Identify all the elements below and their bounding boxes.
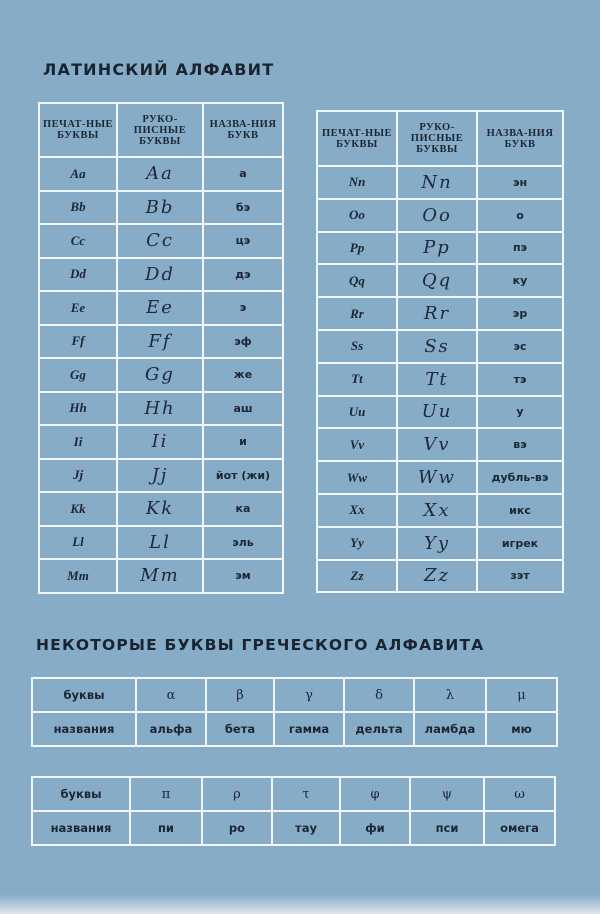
handwritten-letter: Xx — [397, 494, 477, 527]
handwritten-letter: Dd — [117, 258, 203, 292]
printed-letter: Uu — [317, 396, 397, 429]
printed-letter: Kk — [39, 492, 117, 526]
printed-letter: Cc — [39, 224, 117, 258]
greek-letter-name: омега — [484, 811, 555, 845]
handwritten-letter: Mm — [117, 559, 203, 593]
greek-letter: ω — [484, 777, 555, 811]
letter-name: ку — [477, 264, 563, 297]
printed-letter: Zz — [317, 560, 397, 593]
printed-letter: Rr — [317, 297, 397, 330]
handwritten-letter: Rr — [397, 297, 477, 330]
greek-letter-name: бета — [206, 712, 274, 746]
handwritten-letter: Ff — [117, 325, 203, 359]
printed-letter: Ff — [39, 325, 117, 359]
printed-letter: Xx — [317, 494, 397, 527]
greek-letter: μ — [486, 678, 557, 712]
greek-names-row — [32, 811, 555, 845]
letter-row — [39, 425, 283, 459]
latin-left-body — [39, 157, 283, 593]
handwritten-letter: Yy — [397, 527, 477, 560]
printed-letter: Pp — [317, 232, 397, 265]
latin-table-left — [38, 102, 284, 594]
letter-row — [39, 258, 283, 292]
letter-name: эс — [477, 330, 563, 363]
header-name: НАЗВА-НИЯ БУКВ — [477, 111, 563, 166]
letter-row — [317, 330, 563, 363]
printed-letter: Oo — [317, 199, 397, 232]
printed-letter: Ii — [39, 425, 117, 459]
letter-row — [317, 428, 563, 461]
greek-letter-name: пси — [410, 811, 484, 845]
letter-row — [317, 527, 563, 560]
printed-letter: Aa — [39, 157, 117, 191]
greek-letter-name: альфа — [136, 712, 206, 746]
handwritten-letter: Qq — [397, 264, 477, 297]
letter-name: пэ — [477, 232, 563, 265]
header-name: НАЗВА-НИЯ БУКВ — [203, 103, 283, 157]
letter-row — [39, 526, 283, 560]
printed-letter: Bb — [39, 191, 117, 225]
letter-name: бэ — [203, 191, 283, 225]
printed-letter: Mm — [39, 559, 117, 593]
letter-row — [317, 461, 563, 494]
greek-letter-name: тау — [272, 811, 340, 845]
handwritten-letter: Tt — [397, 363, 477, 396]
handwritten-letter: Hh — [117, 392, 203, 426]
printed-letter: Tt — [317, 363, 397, 396]
greek-letters-row — [32, 777, 555, 811]
handwritten-letter: Cc — [117, 224, 203, 258]
latin-header-row — [39, 103, 283, 157]
letter-row — [39, 224, 283, 258]
letter-name: дубль-вэ — [477, 461, 563, 494]
greek-alphabet-title: НЕКОТОРЫЕ БУКВЫ ГРЕЧЕСКОГО АЛФАВИТА — [36, 636, 485, 654]
printed-letter: Qq — [317, 264, 397, 297]
handwritten-letter: Ss — [397, 330, 477, 363]
letter-row — [39, 291, 283, 325]
printed-letter: Hh — [39, 392, 117, 426]
printed-letter: Ww — [317, 461, 397, 494]
letter-name: э — [203, 291, 283, 325]
letter-row — [39, 492, 283, 526]
latin-table-right — [316, 110, 564, 593]
letter-row — [39, 325, 283, 359]
greek-letter: γ — [274, 678, 344, 712]
header-printed: ПЕЧАТ-НЫЕ БУКВЫ — [39, 103, 117, 157]
greek-letter: π — [130, 777, 202, 811]
greek-letter-name: пи — [130, 811, 202, 845]
greek-letters-row — [32, 678, 557, 712]
letter-name: вэ — [477, 428, 563, 461]
header-handwritten: РУКО-ПИСНЫЕ БУКВЫ — [397, 111, 477, 166]
printed-letter: Ss — [317, 330, 397, 363]
handwritten-letter: Jj — [117, 459, 203, 493]
latin-alphabet-title: ЛАТИНСКИЙ АЛФАВИТ — [43, 60, 275, 79]
header-printed: ПЕЧАТ-НЫЕ БУКВЫ — [317, 111, 397, 166]
printed-letter: Yy — [317, 527, 397, 560]
letter-name: эм — [203, 559, 283, 593]
letter-row — [317, 264, 563, 297]
letter-name: у — [477, 396, 563, 429]
letter-row — [39, 191, 283, 225]
letter-row — [317, 297, 563, 330]
letter-name: игрек — [477, 527, 563, 560]
greek-letter-name: ламбда — [414, 712, 486, 746]
handwritten-letter: Gg — [117, 358, 203, 392]
printed-letter: Ee — [39, 291, 117, 325]
latin-right-body — [317, 166, 563, 592]
letter-row — [317, 363, 563, 396]
letter-row — [317, 199, 563, 232]
greek-letter: λ — [414, 678, 486, 712]
letter-name: икс — [477, 494, 563, 527]
handwritten-letter: Nn — [397, 166, 477, 199]
letter-row — [317, 166, 563, 199]
letter-row — [39, 559, 283, 593]
letter-name: о — [477, 199, 563, 232]
greek-names-row — [32, 712, 557, 746]
letter-name: цэ — [203, 224, 283, 258]
printed-letter: Dd — [39, 258, 117, 292]
printed-letter: Ll — [39, 526, 117, 560]
greek-letter-name: гамма — [274, 712, 344, 746]
handwritten-letter: Kk — [117, 492, 203, 526]
letter-row — [317, 560, 563, 593]
letter-name: йот (жи) — [203, 459, 283, 493]
handwritten-letter: Zz — [397, 560, 477, 593]
row-label-letters: буквы — [32, 777, 130, 811]
handwritten-letter: Bb — [117, 191, 203, 225]
greek-letter-name: ро — [202, 811, 272, 845]
handwritten-letter: Aa — [117, 157, 203, 191]
handwritten-letter: Oo — [397, 199, 477, 232]
row-label-letters: буквы — [32, 678, 136, 712]
letter-row — [317, 494, 563, 527]
handwritten-letter: Uu — [397, 396, 477, 429]
greek-letter: α — [136, 678, 206, 712]
printed-letter: Jj — [39, 459, 117, 493]
letter-row — [39, 459, 283, 493]
handwritten-letter: Vv — [397, 428, 477, 461]
letter-name: эр — [477, 297, 563, 330]
letter-name: эн — [477, 166, 563, 199]
letter-name: аш — [203, 392, 283, 426]
printed-letter: Nn — [317, 166, 397, 199]
letter-name: а — [203, 157, 283, 191]
handwritten-letter: Ww — [397, 461, 477, 494]
handwritten-letter: Ll — [117, 526, 203, 560]
greek-letter: φ — [340, 777, 410, 811]
printed-letter: Vv — [317, 428, 397, 461]
printed-letter: Gg — [39, 358, 117, 392]
letter-name: эль — [203, 526, 283, 560]
letter-row — [39, 392, 283, 426]
letter-name: ка — [203, 492, 283, 526]
greek-table-1 — [31, 677, 558, 747]
letter-name: же — [203, 358, 283, 392]
latin-header-row — [317, 111, 563, 166]
greek-letter: ψ — [410, 777, 484, 811]
letter-name: и — [203, 425, 283, 459]
letter-row — [317, 232, 563, 265]
letter-row — [39, 157, 283, 191]
greek-table-2 — [31, 776, 556, 846]
letter-name: эф — [203, 325, 283, 359]
greek-letter: β — [206, 678, 274, 712]
greek-letter: τ — [272, 777, 340, 811]
handwritten-letter: Ee — [117, 291, 203, 325]
letter-row — [317, 396, 563, 429]
greek-letter: ρ — [202, 777, 272, 811]
letter-name: дэ — [203, 258, 283, 292]
letter-row — [39, 358, 283, 392]
greek-letter-name: дельта — [344, 712, 414, 746]
greek-letter-name: фи — [340, 811, 410, 845]
letter-name: тэ — [477, 363, 563, 396]
row-label-names: названия — [32, 811, 130, 845]
handwritten-letter: Pp — [397, 232, 477, 265]
greek-letter: δ — [344, 678, 414, 712]
handwritten-letter: Ii — [117, 425, 203, 459]
row-label-names: названия — [32, 712, 136, 746]
letter-name: зэт — [477, 560, 563, 593]
header-handwritten: РУКО-ПИСНЫЕ БУКВЫ — [117, 103, 203, 157]
greek-letter-name: мю — [486, 712, 557, 746]
